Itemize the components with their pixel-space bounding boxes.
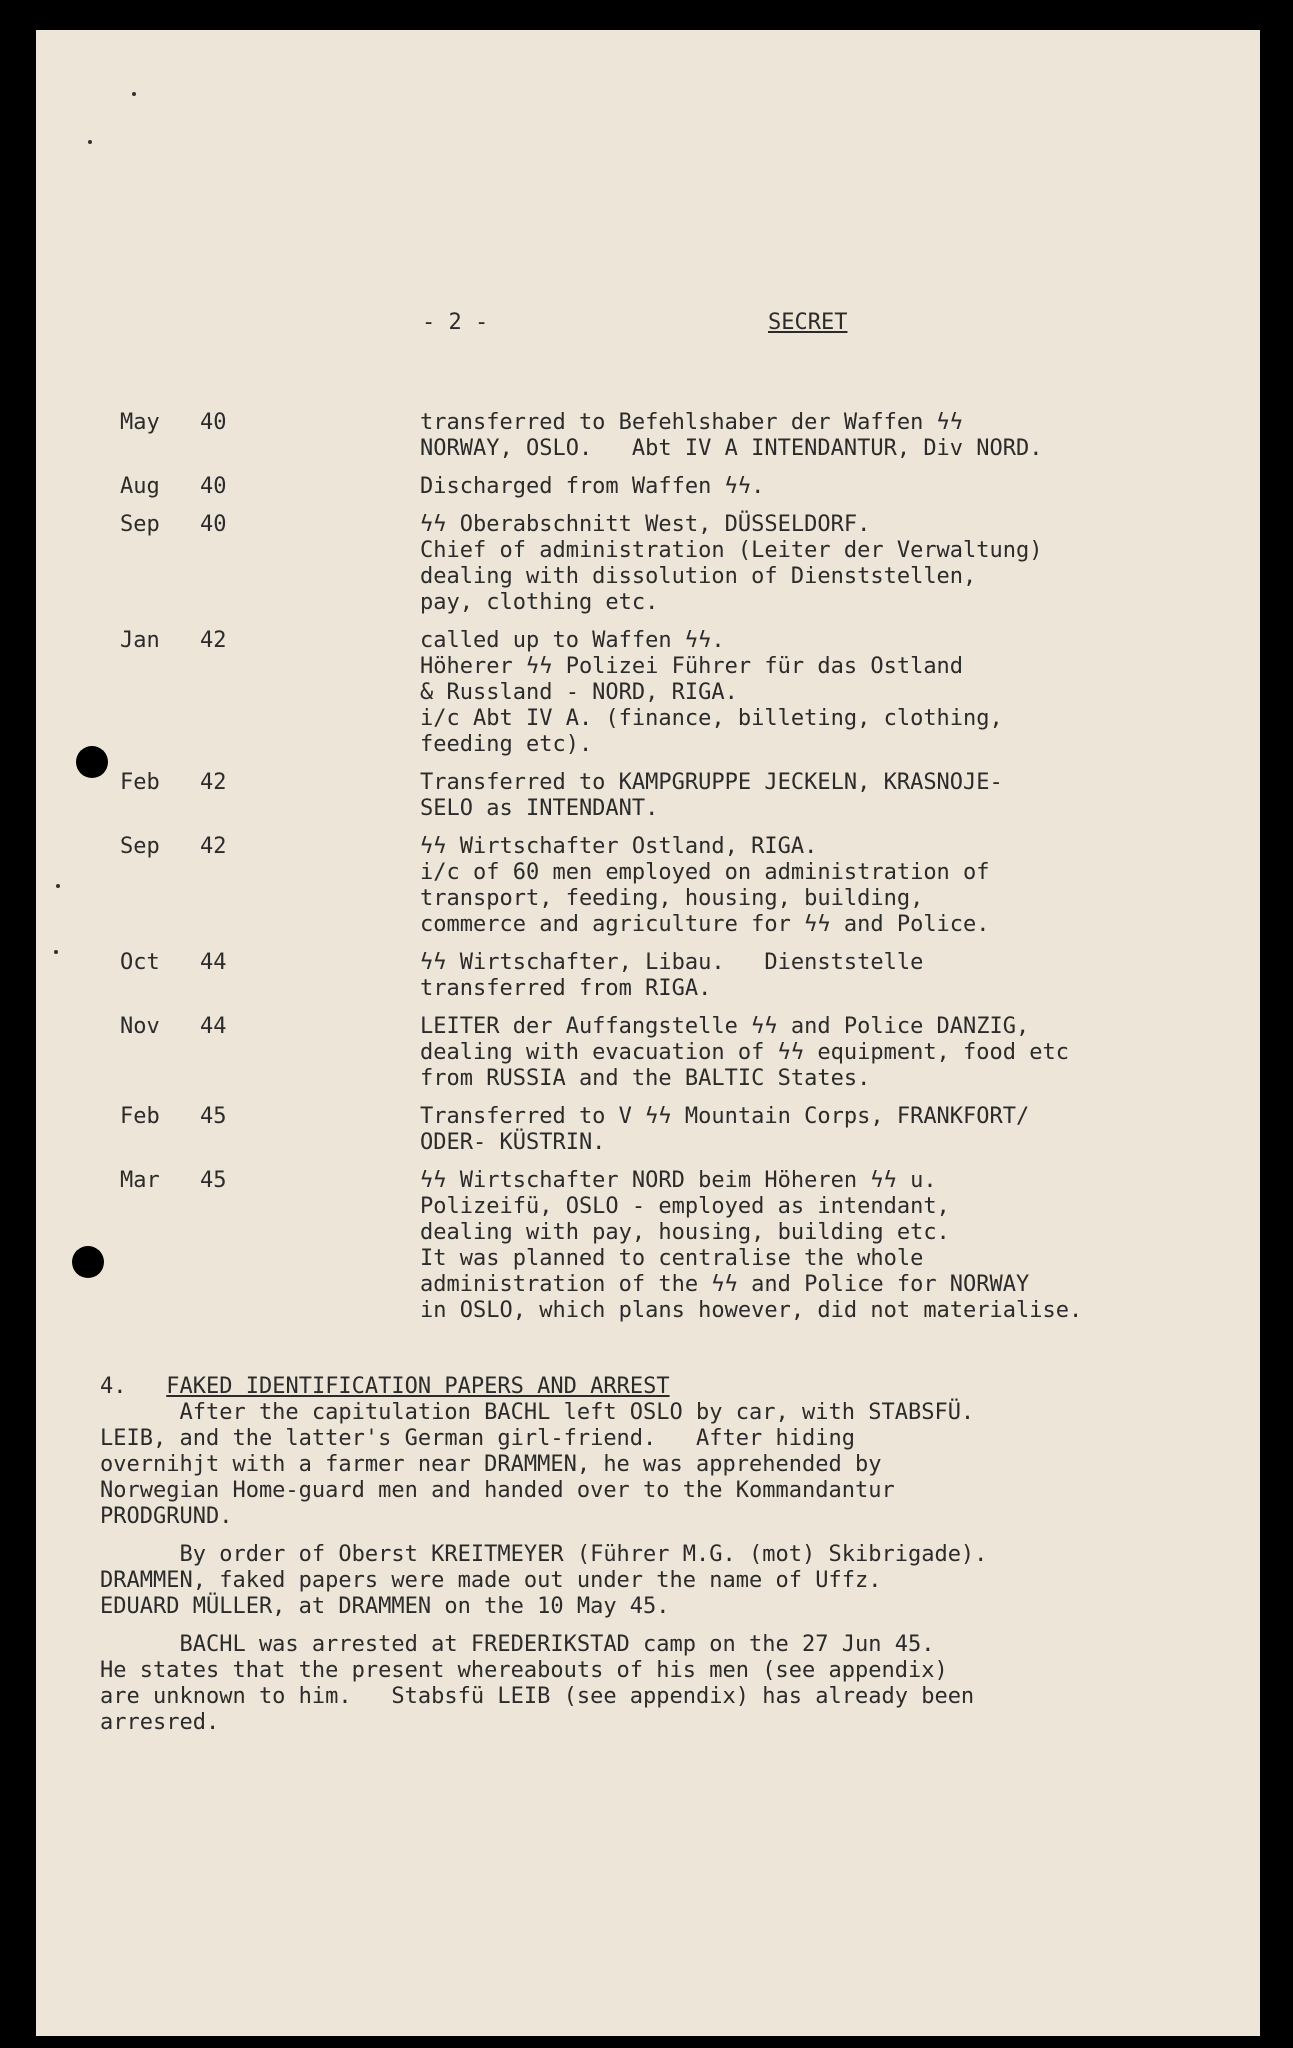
section-faked-papers [100,1374,1220,1736]
timeline-entry [36,950,1260,1002]
entry-date [36,628,420,758]
entry-description: transferred to Befehlshaber der Waffen ϟϟ NORWAY, OSLO. Abt IV A INTENDANTUR, Div NORD. [420,410,1043,461]
entry-month: Feb [120,1104,160,1129]
entry-year: 42 [200,770,227,795]
timeline-entry [36,512,1260,616]
entry-date [36,410,420,462]
entry-month: May [120,410,160,435]
timeline-entry [36,410,1260,462]
career-timeline [36,410,1260,1336]
entry-year: 40 [200,512,227,537]
entry-description: LEITER der Auffangstelle ϟϟ and Police DANZIG, dealing with evacuation of ϟϟ equipment, food etc from RUSSIA and the BALTIC States. [420,1014,1070,1091]
entry-month: Oct [120,950,160,975]
entry-month: Mar [120,1168,160,1193]
entry-date [36,512,420,616]
entry-month: Sep [120,512,160,537]
entry-description: ϟϟ Wirtschafter Ostland, RIGA. i/c of 60 men employed on administration of transport, feeding, housing, building, commerce and agriculture for ϟϟ and Police. [420,834,990,937]
entry-year: 42 [200,834,227,859]
classification-marking: SECRET [768,310,848,335]
punch-hole [72,1246,104,1278]
punch-hole [76,746,108,778]
ink-speck [54,950,58,954]
entry-year: 42 [200,628,227,653]
timeline-entry [36,1104,1260,1156]
entry-year: 40 [200,410,227,435]
section-paragraph: By order of Oberst KREITMEYER (Führer M.G. (mot) Skibrigade). DRAMMEN, faked papers were made out under the name of Uffz. EDUARD MÜLLER, at DRAMMEN on the 10 May 45. [100,1542,988,1619]
ink-speck [88,140,92,144]
entry-date [36,474,420,500]
entry-month: Sep [120,834,160,859]
entry-date [36,950,420,1002]
entry-year: 44 [200,1014,227,1039]
timeline-entry [36,770,1260,822]
entry-description: Transferred to KAMPGRUPPE JECKELN, KRASNOJE- SELO as INTENDANT. [420,770,1003,821]
document-page [36,30,1260,2036]
timeline-entry [36,628,1260,758]
entry-date [36,834,420,938]
timeline-entry [36,1014,1260,1092]
entry-month: Aug [120,474,160,499]
entry-year: 45 [200,1168,227,1193]
entry-date [36,1014,420,1092]
timeline-entry [36,834,1260,938]
section-title: FAKED IDENTIFICATION PAPERS AND ARREST [166,1374,670,1399]
ink-speck [132,92,136,96]
section-number: 4. [100,1374,127,1399]
entry-month: Feb [120,770,160,795]
section-heading [100,1374,1220,1400]
entry-description: ϟϟ Wirtschafter, Libau. Dienststelle transferred from RIGA. [420,950,924,1001]
entry-year: 45 [200,1104,227,1129]
timeline-entry [36,474,1260,500]
entry-description: ϟϟ Wirtschafter NORD beim Höheren ϟϟ u. Polizeifü, OSLO - employed as intendant, dealing with pay, housing, building etc. It was planned to centralise the whole administration of the ϟϟ and Police for NORWAY in OSLO, which plans however, did not materialise. [420,1168,1083,1323]
entry-date [36,1104,420,1156]
entry-year: 40 [200,474,227,499]
entry-description: Discharged from Waffen ϟϟ. [420,474,765,499]
section-paragraph: BACHL was arrested at FREDERIKSTAD camp on the 27 Jun 45. He states that the present whereabouts of his men (see appendix) are unknown to him. Stabsfü LEIB (see appendix) has already been arresred. [100,1632,975,1735]
entry-date [36,1168,420,1324]
entry-month: Jan [120,628,160,653]
timeline-entry [36,1168,1260,1324]
ink-speck [56,884,60,888]
entry-description: Transferred to V ϟϟ Mountain Corps, FRANKFORT/ ODER- KÜSTRIN. [420,1104,1030,1155]
entry-month: Nov [120,1014,160,1039]
entry-description: called up to Waffen ϟϟ. Höherer ϟϟ Polizei Führer für das Ostland & Russland - NORD, RIGA. i/c Abt IV A. (finance, billeting, clothing, feeding etc). [420,628,1003,757]
entry-year: 44 [200,950,227,975]
section-paragraph: After the capitulation BACHL left OSLO by car, with STABSFÜ. LEIB, and the latter's German girl-friend. After hiding overnihjt with a farmer near DRAMMEN, he was apprehended by Norwegian Home-guard men and handed over to the Kommandantur PRODGRUND. [100,1400,975,1529]
entry-description: ϟϟ Oberabschnitt West, DÜSSELDORF. Chief of administration (Leiter der Verwaltung) dealing with dissolution of Dienststellen, pay, clothing etc. [420,512,1043,615]
page-number: - 2 - [422,310,489,335]
